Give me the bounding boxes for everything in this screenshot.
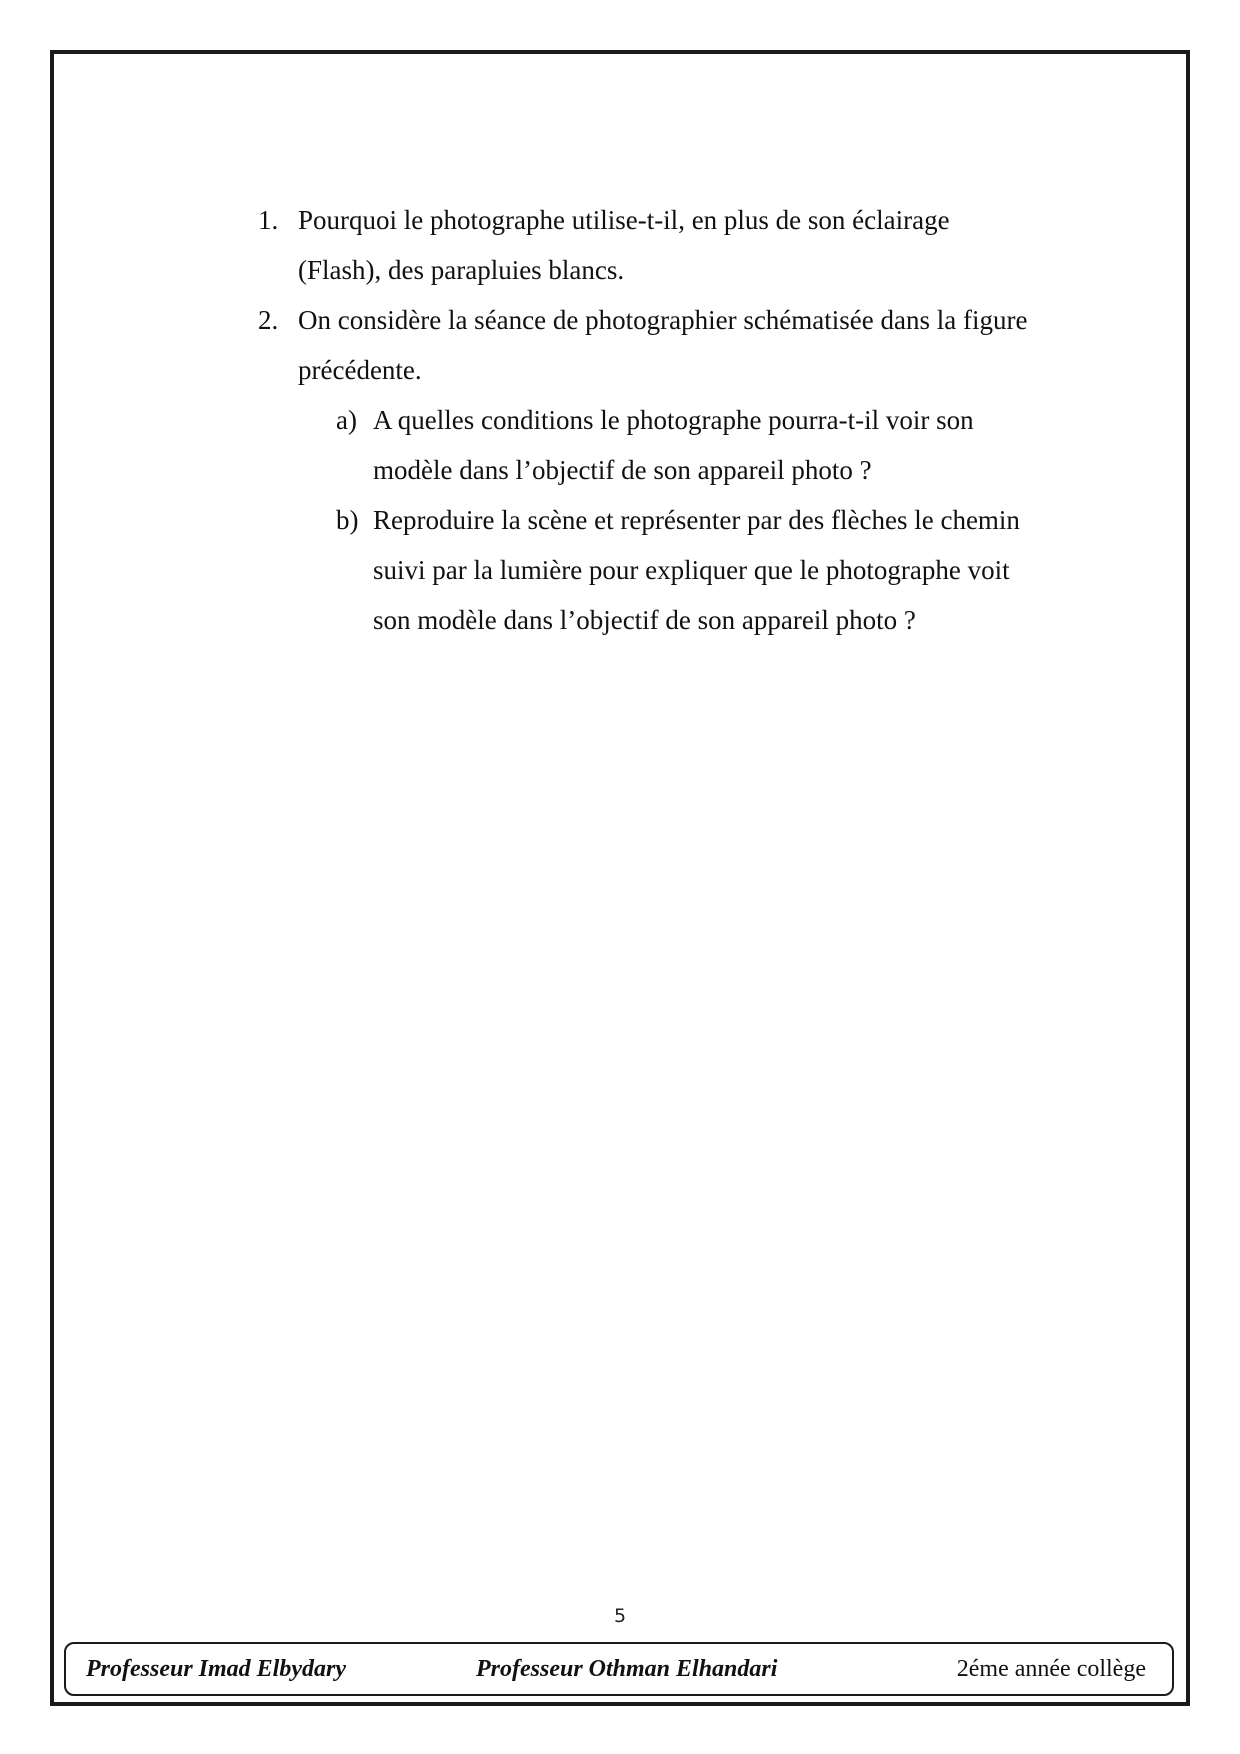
question-2-line-2: précédente. [298, 355, 422, 385]
footer-author-2: Professeur Othman Elhandari [476, 1656, 778, 1682]
footer-grade-level: 2éme année collège [956, 1656, 1146, 1682]
footer [64, 1642, 1174, 1696]
question-2a [336, 395, 1118, 495]
question-2b-line-3: son modèle dans l’objectif de son appareil photo ? [373, 605, 916, 635]
footer-author-1: Professeur Imad Elbydary [86, 1656, 346, 1682]
question-2-number: 2. [258, 305, 279, 335]
question-2-line-1: On considère la séance de photographier schématisée dans la figure [298, 305, 1028, 335]
question-2a-line-2: modèle dans l’objectif de son appareil photo ? [373, 455, 872, 485]
question-list [258, 195, 1118, 645]
question-2-sub-list [336, 395, 1118, 645]
page-number: 5 [613, 1605, 627, 1627]
question-2b [336, 495, 1118, 645]
question-1-line-2: (Flash), des parapluies blancs. [298, 255, 625, 285]
question-2b-label: b) [336, 505, 359, 535]
question-1-number: 1. [258, 205, 279, 235]
question-2 [258, 295, 1118, 645]
question-2b-line-2: suivi par la lumière pour expliquer que le photographe voit [373, 555, 1010, 585]
question-1 [258, 195, 1118, 295]
question-1-line-1: Pourquoi le photographe utilise-t-il, en plus de son éclairage [298, 205, 950, 235]
question-2a-line-1: A quelles conditions le photographe pourra-t-il voir son [373, 405, 974, 435]
question-2b-line-1: Reproduire la scène et représenter par des flèches le chemin [373, 505, 1020, 535]
question-2a-label: a) [336, 405, 357, 435]
